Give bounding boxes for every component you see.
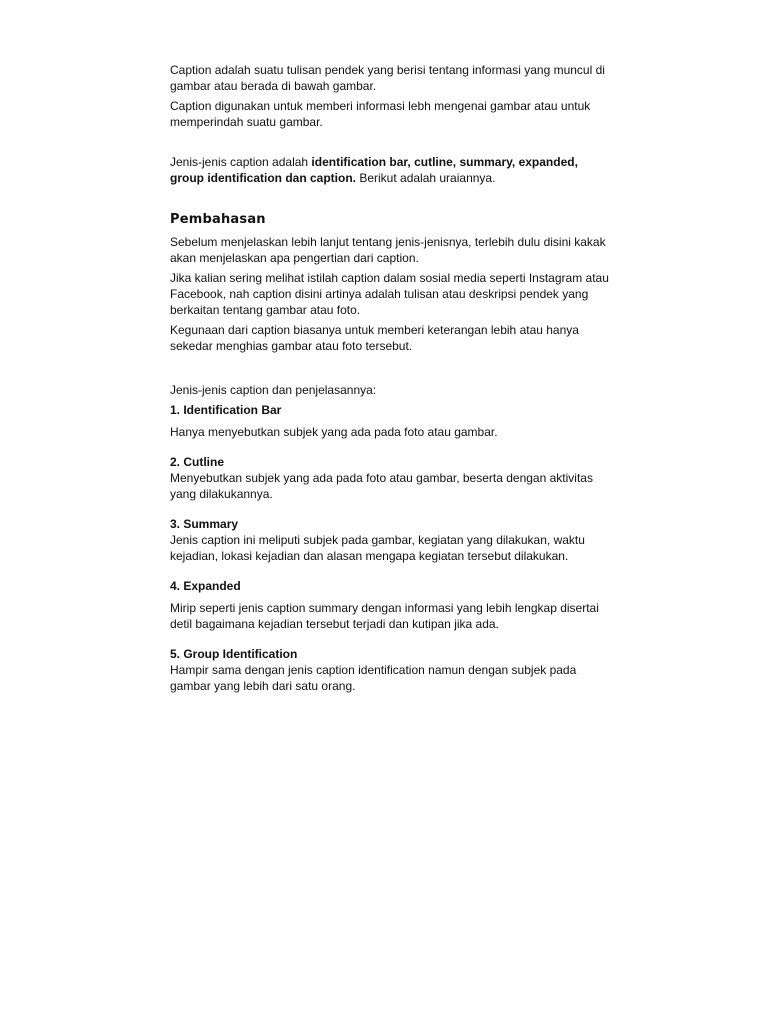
types-intro: Jenis-jenis caption dan penjelasannya: <box>170 383 377 397</box>
type-title-expanded: 4. Expanded <box>170 579 241 593</box>
type-desc-group-identification: Hampir sama dengan jenis caption identification namun dengan subjek pada gambar yang lebih dari satu orang. <box>170 663 577 693</box>
intro-paragraph-3 <box>170 154 610 186</box>
type-title-cutline: 2. Cutline <box>170 455 225 469</box>
section-heading-pembahasan: Pembahasan <box>170 212 266 227</box>
intro-paragraph-3-suffix: Berikut adalah uraiannya. <box>356 171 496 185</box>
caption-types-list-bold: identification bar, cutline, summary, expanded, group identification dan caption. <box>170 155 578 185</box>
intro-paragraph-3-prefix: Jenis-jenis caption adalah <box>170 155 312 169</box>
pembahasan-paragraph-2: Jika kalian sering melihat istilah caption dalam sosial media seperti Instagram atau Facebook, nah caption disini artinya adalah tulisan atau deskripsi pendek yang berkaitan tentang gambar atau foto. <box>170 271 609 317</box>
type-desc-expanded: Mirip seperti jenis caption summary dengan informasi yang lebih lengkap disertai detil bagaimana kejadian tersebut terjadi dan kutipan jika ada. <box>170 601 599 631</box>
intro-paragraph-1: Caption adalah suatu tulisan pendek yang berisi tentang informasi yang muncul di gambar atau berada di bawah gambar. <box>170 63 605 93</box>
document-page <box>170 62 610 694</box>
type-title-summary: 3. Summary <box>170 517 239 531</box>
type-desc-summary: Jenis caption ini meliputi subjek pada gambar, kegiatan yang dilakukan, waktu kejadian, lokasi kejadian dan alasan mengapa kegiatan tersebut dilakukan. <box>170 533 585 563</box>
type-desc-identification-bar: Hanya menyebutkan subjek yang ada pada foto atau gambar. <box>170 425 498 439</box>
type-title-identification-bar: 1. Identification Bar <box>170 403 282 417</box>
pembahasan-paragraph-3: Kegunaan dari caption biasanya untuk memberi keterangan lebih atau hanya sekedar menghias gambar atau foto tersebut. <box>170 323 579 353</box>
type-title-group-identification: 5. Group Identification <box>170 647 298 661</box>
intro-paragraph-2: Caption digunakan untuk memberi informasi lebh mengenai gambar atau untuk memperindah suatu gambar. <box>170 99 591 129</box>
pembahasan-paragraph-1: Sebelum menjelaskan lebih lanjut tentang jenis-jenisnya, terlebih dulu disini kakak akan menjelaskan apa pengertian dari caption. <box>170 235 606 265</box>
type-desc-cutline: Menyebutkan subjek yang ada pada foto atau gambar, beserta dengan aktivitas yang dilakukannya. <box>170 471 593 501</box>
